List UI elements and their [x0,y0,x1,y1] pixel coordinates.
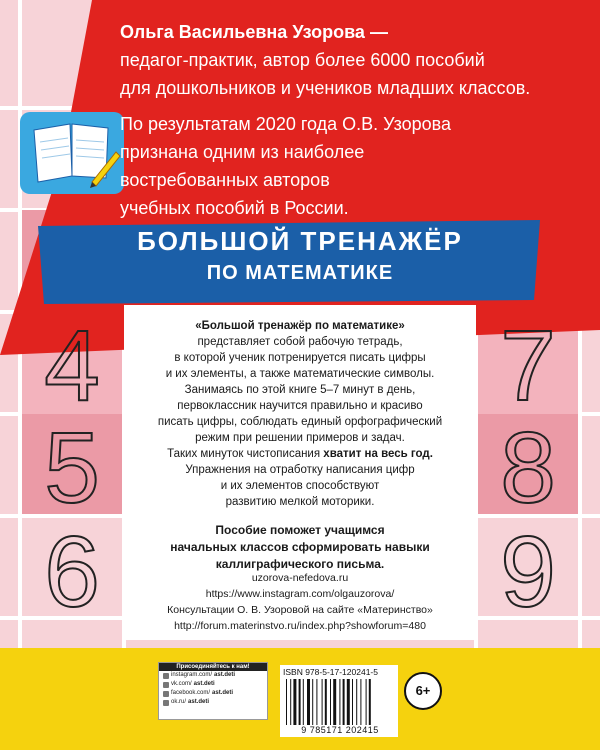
book-description [124,318,476,573]
book-subtitle: ПО МАТЕМАТИКЕ [206,262,394,284]
digit-label: 4 [44,312,100,412]
barcode-bar [322,679,323,725]
description-line: и их элементов способствуют [220,480,380,492]
barcode-bar [366,679,367,725]
instagram-icon [163,673,169,679]
barcode-bar [330,679,331,725]
barcode-bar [286,679,287,725]
digit-label: 9 [500,518,556,618]
author-line: учебных пособий в России. [120,198,349,218]
barcode-bar [293,679,296,725]
barcode-bar [325,679,327,725]
description-line: писать цифры, соблюдать единый орфографический [157,416,443,428]
digit-7-outline [478,312,578,412]
author-line: востребованных авторов [120,170,330,190]
description-line: и их элементы, а также математические символы. [165,368,435,380]
barcode-bar [312,679,313,725]
digit-label: 8 [500,414,556,514]
social-item-ok[interactable] [159,698,267,707]
barcode-bar [360,679,361,725]
description-emphasis: хватит на весь год. [323,448,433,460]
digit-5-outline [22,414,122,514]
description-line: режим при решении примеров и задач. [195,432,405,444]
description-summary [124,522,476,573]
barcode [284,679,396,725]
barcode-bar [307,679,310,725]
social-handle: ast.deti [193,681,215,687]
barcode-bar [333,679,336,725]
forum-link[interactable]: http://forum.materinstvo.ru/index.php?showforum=480 [174,620,426,632]
description-line: представляет собой рабочую тетрадь, [197,336,403,348]
description-line: Упражнения на отработку написания цифр [185,464,415,476]
description-line: «Большой тренажёр по математике» [195,320,405,332]
social-item-vk[interactable] [159,680,267,689]
digit-6-outline [22,518,122,618]
author-info [92,20,592,224]
social-prefix: instagram.com/ [171,672,213,678]
description-line: Таких минуток чистописания [167,448,324,460]
social-box [158,662,268,720]
barcode-bar [356,679,357,725]
barcode-bar [339,679,340,725]
barcode-bar [347,679,350,725]
book-title: БОЛЬШОЙ ТРЕНАЖЁР [137,226,463,256]
barcode-number: 9 785171 202415 [301,725,379,735]
description-line: первоклассник научится правильно и красиво [177,400,423,412]
author-line: педагог-практик, автор более 6000 пособий [120,50,485,70]
isbn: ISBN 978-5-17-120241-5 [283,667,378,677]
consult-text: Консультации О. В. Узоровой на сайте «Материнство» [167,604,433,616]
description-line: в которой ученик потренируется писать цифры [174,352,426,364]
summary-line: начальных классов сформировать навыки [170,540,430,554]
summary-line: Пособие поможет учащимся [215,523,385,537]
description-line: развитию мелкой моторики. [225,496,375,508]
barcode-bar [316,679,317,725]
ok-icon [163,700,169,706]
site-link[interactable]: uzorova-nefedova.ru [251,572,349,584]
social-prefix: ok.ru/ [171,699,187,705]
barcode-bar [299,679,301,725]
digit-9-outline [478,518,578,618]
author-links [124,570,476,634]
instagram-link[interactable]: https://www.instagram.com/olgauzorova/ [205,588,395,600]
social-item-facebook[interactable] [159,689,267,698]
social-prefix: vk.com/ [171,681,192,687]
digit-label: 7 [500,312,556,412]
author-name: Ольга Васильевна Узорова — [120,22,388,42]
social-handle: ast.deti [214,672,236,678]
description-line: Занимаясь по этой книге 5–7 минут в день, [184,384,416,396]
social-handle: ast.deti [212,690,234,696]
social-item-instagram[interactable] [159,671,267,680]
barcode-bar [352,679,353,725]
author-line: для дошкольников и учеников младших классов. [120,78,531,98]
vk-icon [163,682,169,688]
barcode-bar [343,679,345,725]
social-header: Присоединяйтесь к нам! [159,663,267,671]
barcode-bar [303,679,304,725]
barcode-bar [369,679,371,725]
facebook-icon [163,691,169,697]
social-handle: ast.deti [188,699,210,705]
author-line: По результатам 2020 года О.В. Узорова [120,114,452,134]
digit-8-outline [478,414,578,514]
digit-label: 5 [44,414,100,514]
digit-label: 6 [44,518,100,618]
barcode-bar [290,679,291,725]
digit-4-outline [22,312,122,412]
age-rating-badge: 6+ [404,672,442,710]
author-line: признана одним из наиболее [120,142,365,162]
summary-line: каллиграфического письма. [215,557,385,571]
social-prefix: facebook.com/ [171,690,211,696]
